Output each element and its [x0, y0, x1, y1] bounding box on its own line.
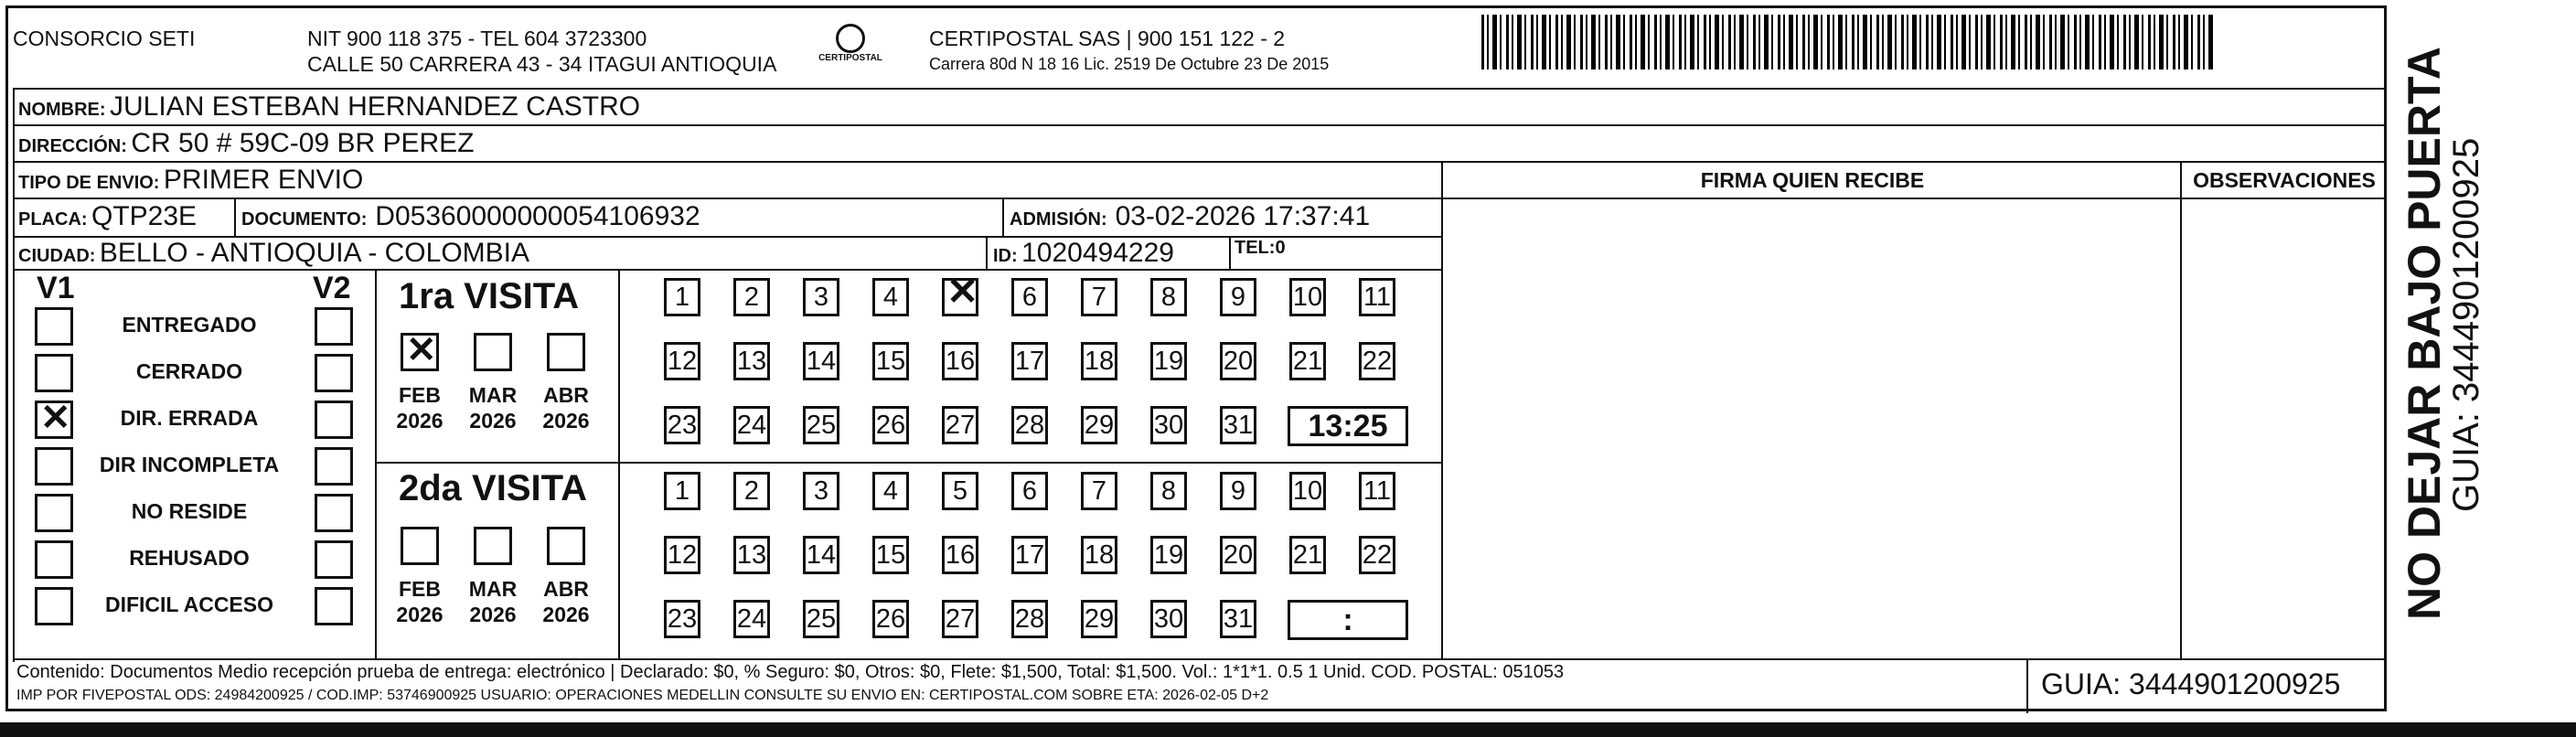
- placa-row: PLACA: QTP23E: [18, 201, 198, 231]
- visit2-month-checkbox[interactable]: [401, 527, 439, 565]
- visit1-month-label: MAR 2026: [468, 383, 518, 433]
- visit2-month-label: FEB 2026: [396, 577, 444, 626]
- visit2-day-box[interactable]: 21: [1289, 536, 1326, 574]
- rule: [13, 88, 15, 662]
- visit2-day-box[interactable]: 14: [803, 536, 839, 574]
- visit2-day-box[interactable]: 13: [733, 536, 770, 574]
- status-label: REHUSADO: [129, 546, 250, 570]
- footer-line-1: Contenido: Documentos Medio recepción prueba de entrega: electrónico | Declarado: $0, % Seguro: $0, Otros: $0, Flete: $1,500, Total: $1,500. Vol.: 1*1*1. 0.5 1 Unid. COD. POSTAL: 051053: [16, 662, 1565, 682]
- visit2-day-box[interactable]: 3: [803, 472, 839, 510]
- visit2-day-box[interactable]: 30: [1150, 600, 1187, 638]
- v2-label: V2: [313, 271, 351, 305]
- footer-guia: GUIA: 3444901200925: [2041, 668, 2341, 700]
- check-mark-icon: ✕: [40, 398, 71, 438]
- address-line: CALLE 50 CARRERA 43 - 34 ITAGUI ANTIOQUIA: [307, 52, 777, 76]
- documento-row: DOCUMENTO: D05360000000054106932: [241, 201, 700, 231]
- rule: [13, 88, 2387, 90]
- visit1-day-box[interactable]: 25: [803, 406, 839, 444]
- visit1-day-box[interactable]: 17: [1011, 342, 1048, 380]
- visit2-day-box[interactable]: 28: [1011, 600, 1048, 638]
- visit1-day-box[interactable]: 21: [1289, 342, 1326, 380]
- visit1-day-box[interactable]: 27: [942, 406, 978, 444]
- check-mark-icon: ✕: [946, 270, 979, 313]
- visit1-day-box[interactable]: 2: [733, 278, 770, 316]
- visit2-day-box[interactable]: 25: [803, 600, 839, 638]
- ciudad-row: CIUDAD: BELLO - ANTIOQUIA - COLOMBIA: [18, 238, 530, 268]
- v1-checkbox[interactable]: [35, 540, 73, 579]
- visit1-day-box[interactable]: 16: [942, 342, 978, 380]
- visit1-day-box[interactable]: 12: [664, 342, 700, 380]
- nombre-row: NOMBRE: JULIAN ESTEBAN HERNANDEZ CASTRO: [18, 91, 641, 122]
- tipo-row: TIPO DE ENVIO: PRIMER ENVIO: [18, 165, 364, 195]
- visit1-day-box[interactable]: 4: [872, 278, 909, 316]
- visit1-day-box[interactable]: 20: [1220, 342, 1256, 380]
- visit2-day-box[interactable]: 7: [1081, 472, 1117, 510]
- footer-line-2: IMP POR FIVEPOSTAL ODS: 24984200925 / COD.IMP: 53746900925 USUARIO: OPERACIONES MEDELLIN CONSULTE SU ENVIO EN: CERTIPOSTAL.COM SOBRE ETA: 2026-02-05 D+2: [16, 688, 1269, 703]
- visit2-month-label: ABR 2026: [542, 577, 590, 626]
- firma-label: FIRMA QUIEN RECIBE: [1700, 168, 1925, 192]
- status-label: DIFICIL ACCESO: [104, 593, 273, 616]
- visit1-day-box[interactable]: 29: [1081, 406, 1117, 444]
- status-label: ENTREGADO: [122, 313, 257, 336]
- rule: [618, 269, 620, 658]
- visit1-month-label: ABR 2026: [542, 383, 590, 433]
- visit2-month-label: MAR 2026: [468, 577, 518, 626]
- visit2-title: 2da VISITA: [399, 468, 587, 508]
- visit2-month-checkbox[interactable]: [474, 527, 512, 565]
- visit2-day-box[interactable]: 15: [872, 536, 909, 574]
- visit2-day-box[interactable]: 23: [664, 600, 700, 638]
- visit1-title: 1ra VISITA: [399, 276, 580, 316]
- v2-checkbox[interactable]: [315, 494, 353, 532]
- status-label: DIR INCOMPLETA: [99, 453, 280, 476]
- rule: [375, 269, 377, 658]
- visit2-month-checkbox[interactable]: [547, 527, 585, 565]
- v1-checkbox[interactable]: [35, 354, 73, 392]
- visit2-day-box[interactable]: 29: [1081, 600, 1117, 638]
- nit-line: NIT 900 118 375 - TEL 604 3723300: [307, 27, 647, 50]
- v2-checkbox[interactable]: [315, 401, 353, 439]
- rule: [2180, 161, 2182, 658]
- visit1-month-checkbox[interactable]: [547, 333, 585, 371]
- rule: [2026, 658, 2028, 713]
- visit2-day-box[interactable]: 31: [1220, 600, 1256, 638]
- v1-checkbox[interactable]: [35, 587, 73, 625]
- side-warning: NO DEJAR BAJO PUERTA: [2399, 47, 2450, 620]
- v2-checkbox[interactable]: [315, 540, 353, 579]
- visit2-day-box[interactable]: 1: [664, 472, 700, 510]
- license-line: Carrera 80d N 18 16 Lic. 2519 De Octubre 23 De 2015: [929, 55, 1330, 73]
- visit1-day-box[interactable]: 26: [872, 406, 909, 444]
- visit2-day-box[interactable]: 24: [733, 600, 770, 638]
- visit1-month-label: FEB 2026: [396, 383, 444, 433]
- status-label: NO RESIDE: [131, 499, 248, 523]
- side-guia: GUIA: 3444901200925: [2446, 137, 2486, 512]
- visit2-day-box[interactable]: 17: [1011, 536, 1048, 574]
- visit1-day-box[interactable]: 7: [1081, 278, 1117, 316]
- tel-row: TEL:0: [1235, 238, 1286, 258]
- certipostal-line: CERTIPOSTAL SAS | 900 151 122 - 2: [929, 27, 1286, 50]
- v2-checkbox[interactable]: [315, 307, 353, 346]
- visit2-day-box[interactable]: 6: [1011, 472, 1048, 510]
- rule: [375, 462, 1443, 464]
- visit2-day-box[interactable]: 27: [942, 600, 978, 638]
- v2-checkbox[interactable]: [315, 447, 353, 486]
- visit1-day-box[interactable]: 31: [1220, 406, 1256, 444]
- v2-checkbox[interactable]: [315, 587, 353, 625]
- visit1-day-box[interactable]: 14: [803, 342, 839, 380]
- visit1-day-box[interactable]: 15: [872, 342, 909, 380]
- visit2-day-box[interactable]: 22: [1359, 536, 1395, 574]
- bottom-bar: [0, 722, 2576, 737]
- company-name: CONSORCIO SETI: [13, 27, 196, 50]
- id-row: ID: 1020494229: [993, 238, 1174, 268]
- visit1-day-box[interactable]: 24: [733, 406, 770, 444]
- visit2-day-box[interactable]: 18: [1081, 536, 1117, 574]
- visit1-day-box[interactable]: 19: [1150, 342, 1187, 380]
- rule: [13, 269, 1443, 271]
- visit1-day-box[interactable]: 1: [664, 278, 700, 316]
- check-mark-icon: ✕: [406, 330, 437, 370]
- observaciones-label: OBSERVACIONES: [2193, 168, 2376, 192]
- v1-checkbox[interactable]: [35, 307, 73, 346]
- visit2-day-box[interactable]: 20: [1220, 536, 1256, 574]
- visit2-day-box[interactable]: 9: [1220, 472, 1256, 510]
- visit1-day-box[interactable]: 6: [1011, 278, 1048, 316]
- visit1-day-box[interactable]: 11: [1359, 278, 1395, 316]
- direccion-row: DIRECCIÓN: CR 50 # 59C-09 BR PEREZ: [18, 128, 475, 158]
- visit1-month-checkbox[interactable]: [401, 330, 439, 371]
- status-label: CERRADO: [135, 359, 243, 383]
- visit1-day-box[interactable]: 30: [1150, 406, 1187, 444]
- certipostal-logo: CERTIPOSTAL: [814, 24, 887, 75]
- rule: [13, 124, 2387, 126]
- visit2-day-box[interactable]: 16: [942, 536, 978, 574]
- visit1-day-box[interactable]: 8: [1150, 278, 1187, 316]
- v1-checkbox[interactable]: [35, 494, 73, 532]
- visit2-day-box[interactable]: 2: [733, 472, 770, 510]
- visit1-day-box[interactable]: 22: [1359, 342, 1395, 380]
- visit2-day-box[interactable]: 4: [872, 472, 909, 510]
- visit1-day-box[interactable]: 3: [803, 278, 839, 316]
- visit1-day-box[interactable]: 28: [1011, 406, 1048, 444]
- visit1-day-box[interactable]: 13: [733, 342, 770, 380]
- v1-checkbox[interactable]: [35, 447, 73, 486]
- v1-label: V1: [37, 271, 75, 305]
- visit2-day-box[interactable]: 19: [1150, 536, 1187, 574]
- visit2-day-box[interactable]: 11: [1359, 472, 1395, 510]
- visit1-month-checkbox[interactable]: [474, 333, 512, 371]
- v1-checkbox[interactable]: [35, 398, 73, 439]
- rule: [13, 161, 2387, 163]
- visit2-day-box[interactable]: 12: [664, 536, 700, 574]
- barcode: [1481, 15, 2213, 69]
- visit1-day-box[interactable]: 23: [664, 406, 700, 444]
- visit1-day-box[interactable]: 9: [1220, 278, 1256, 316]
- visit2-day-box[interactable]: 26: [872, 600, 909, 638]
- visit2-day-box[interactable]: 5: [942, 472, 978, 510]
- visit2-time-box[interactable]: :: [1288, 600, 1408, 640]
- visit2-day-box[interactable]: 8: [1150, 472, 1187, 510]
- visit1-day-box[interactable]: [942, 270, 979, 316]
- rule: [13, 658, 2387, 660]
- admision-row: ADMISIÓN: 03-02-2026 17:37:41: [1010, 201, 1371, 231]
- visit1-day-box[interactable]: 10: [1289, 278, 1326, 316]
- v2-checkbox[interactable]: [315, 354, 353, 392]
- rule: [2385, 88, 2387, 662]
- visit1-day-box[interactable]: 18: [1081, 342, 1117, 380]
- visit1-time-box[interactable]: 13:25: [1288, 406, 1408, 446]
- status-label: DIR. ERRADA: [120, 406, 259, 430]
- visit2-day-box[interactable]: 10: [1289, 472, 1326, 510]
